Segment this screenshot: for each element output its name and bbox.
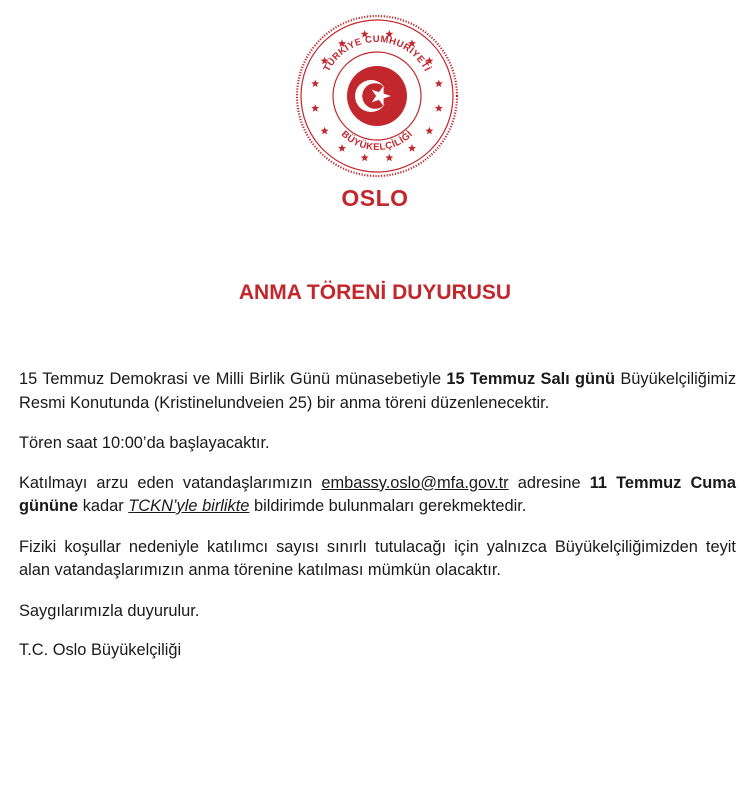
seal-star-icon	[435, 104, 443, 112]
svg-text:BÜYÜKELÇİLİĞİ	[339, 129, 415, 153]
p3-tckn-emphasis: TCKN’yle birlikte	[128, 497, 250, 515]
paragraph-signature: T.C. Oslo Büyükelçiliği	[19, 641, 182, 659]
seal-star-icon	[311, 80, 319, 88]
paragraph-registration	[19, 472, 736, 519]
embassy-seal	[295, 14, 459, 178]
p1-text-2: Büyükelçiliğimiz Resmi Konutunda (Kristinelundveien 25) bir anma töreni düzenlenecektir.	[19, 370, 737, 412]
paragraph-event-date	[19, 368, 736, 415]
seal-star-icon	[311, 104, 319, 112]
seal-star-icon	[338, 144, 346, 152]
seal-star-icon	[321, 127, 329, 135]
email-link[interactable]: embassy.oslo@mfa.gov.tr	[321, 473, 509, 492]
paragraph-capacity: Fiziki koşullar nedeniyle katılımcı sayısı sınırlı tutulacağı için yalnızca Büyükelçiliğimizden teyit alan vatandaşlarımızın anma törenine katılması mümkün olacaktır.	[19, 537, 736, 579]
announcement-body	[19, 368, 736, 680]
seal-star-icon	[385, 154, 393, 162]
p1-text-1: 15 Temmuz Demokrasi ve Milli Birlik Günü münasebetiyle	[19, 370, 447, 388]
p3-text-3: kadar	[78, 497, 129, 515]
p3-deadline-bold: 11 Temmuz Cuma gününe	[19, 473, 736, 515]
paragraph-start-time: Tören saat 10:00’da başlayacaktır.	[19, 434, 270, 452]
seal-star-icon	[425, 127, 433, 135]
p1-date-bold: 15 Temmuz Salı günü	[446, 370, 616, 388]
paragraph-closing: Saygılarımızla duyurulur.	[19, 601, 200, 620]
seal-bottom-text: BÜYÜKELÇİLİĞİ	[338, 128, 416, 154]
seal-star-icon	[361, 154, 369, 162]
seal-star-icon	[435, 80, 443, 88]
p3-text-4: bildirimde bulunmaları gerekmektedir.	[249, 497, 527, 515]
seal-star-icon	[408, 144, 416, 152]
seal-emblem-icon	[295, 14, 459, 178]
announcement-title: ANMA TÖRENİ DUYURUSU	[238, 281, 512, 304]
p3-text-1: Katılmayı arzu eden vatandaşlarımızın	[19, 473, 322, 492]
seal-top-text: TÜRKİYE CUMHURİYETİ	[321, 33, 433, 74]
city-name: OSLO	[341, 185, 409, 211]
p3-text-2: adresine	[508, 473, 590, 492]
